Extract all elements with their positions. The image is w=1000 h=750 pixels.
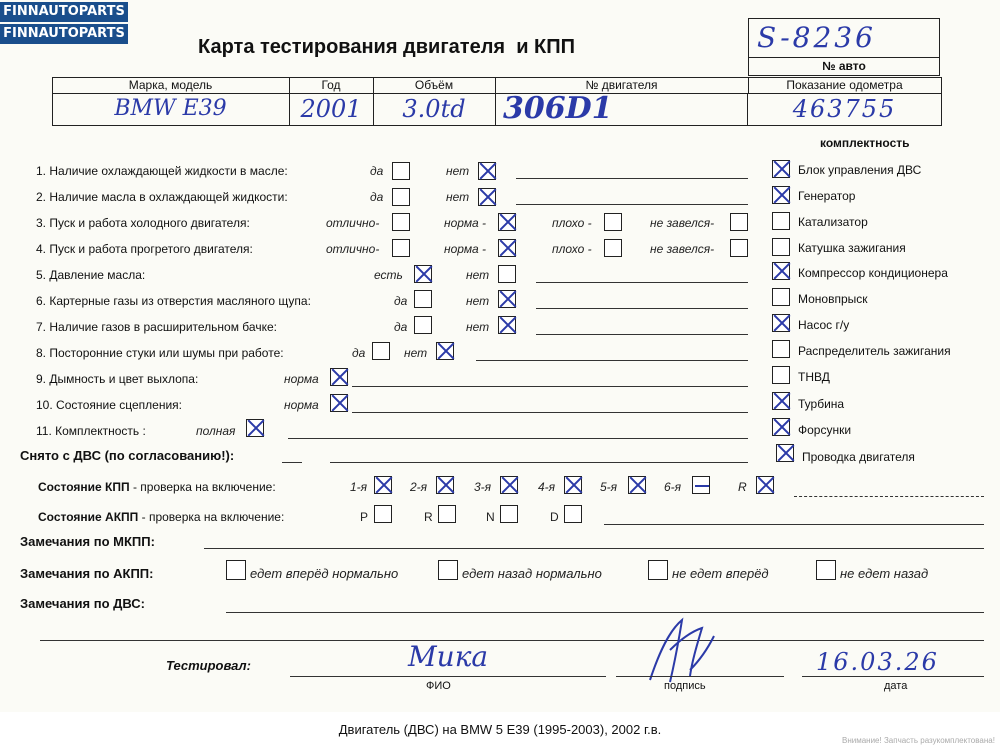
q9 xyxy=(36,372,198,386)
q5-text: Давление масла: xyxy=(49,268,146,282)
q1-opt-yes: да xyxy=(370,164,384,178)
kpp-gear-1-label: 1-я xyxy=(350,480,368,494)
col-year: Год xyxy=(289,78,374,93)
complete-box-4[interactable] xyxy=(772,238,790,256)
q7-opt-yes: да xyxy=(394,320,408,334)
q11-text: Комплектность : xyxy=(55,424,146,438)
akpp-remarks-label: Замечания по АКПП: xyxy=(20,566,154,581)
kpp-gear-4-label: 4-я xyxy=(538,480,556,494)
akpp-back-ok-label: едет назад нормально xyxy=(462,566,602,581)
signature-mark xyxy=(630,610,750,690)
q5-opt-yes: есть xyxy=(374,268,403,282)
q2-line xyxy=(516,204,748,205)
q2 xyxy=(36,190,288,204)
complete-box-12[interactable] xyxy=(776,444,794,462)
q9-num: 9. xyxy=(36,372,47,386)
kpp-gear-2-label: 2-я xyxy=(410,480,428,494)
akpp-back-ok-checkbox[interactable] xyxy=(438,560,458,580)
q3-excellent-checkbox[interactable] xyxy=(392,213,410,231)
q10 xyxy=(36,398,182,412)
val-year: 2001 xyxy=(289,93,374,125)
akpp-d-label: D xyxy=(550,510,559,524)
q8-no-checkbox[interactable] xyxy=(436,342,454,360)
complete-item-8: Распределитель зажигания xyxy=(798,344,951,358)
caption-bar xyxy=(0,712,1000,750)
q6-line xyxy=(536,308,748,309)
footer-note: Внимание! Запчасть разукомплектована! xyxy=(842,736,995,745)
akpp-n-label: N xyxy=(486,510,495,524)
q3-opt-normal: норма - xyxy=(444,216,487,230)
kpp-gear-4-checkbox[interactable] xyxy=(564,476,582,494)
caption-text: Двигатель (ДВС) на BMW 5 E39 (1995-2003), 2002 г.в. xyxy=(338,722,662,737)
q4-text: Пуск и работа прогретого двигателя: xyxy=(49,242,253,256)
complete-item-2: Генератор xyxy=(798,189,856,203)
complete-item-7: Насос г/у xyxy=(798,318,850,332)
q4-opt-no-start: не завелся- xyxy=(650,242,715,256)
val-make-model: BMW E39 xyxy=(52,93,290,125)
complete-item-10: Турбина xyxy=(798,397,845,411)
q8-opt-no: нет xyxy=(404,346,428,360)
q5 xyxy=(36,268,145,282)
complete-title: комплектность xyxy=(820,136,910,150)
akpp-no-fwd-label: не едет вперёд xyxy=(672,566,769,581)
complete-item-4: Катушка зажигания xyxy=(798,241,906,255)
q11-line xyxy=(288,438,748,439)
q2-opt-no: нет xyxy=(446,190,470,204)
signature-line xyxy=(616,676,784,677)
complete-box-1[interactable] xyxy=(772,160,790,178)
watermark-line-2: FINNAUTOPARTS xyxy=(0,24,128,44)
q5-opt-no: нет xyxy=(466,268,490,282)
q4-excellent-checkbox[interactable] xyxy=(392,239,410,257)
removed-line xyxy=(330,462,748,463)
q2-no-checkbox[interactable] xyxy=(478,188,496,206)
q1 xyxy=(36,164,288,178)
q4-opt-normal: норма - xyxy=(444,242,487,256)
q10-line xyxy=(352,412,748,413)
removed-line-a xyxy=(282,462,302,463)
q2-yes-checkbox[interactable] xyxy=(392,188,410,206)
akpp-fwd-ok-checkbox[interactable] xyxy=(226,560,246,580)
q1-line xyxy=(516,178,748,179)
kpp-gear-6-checkbox[interactable] xyxy=(692,476,710,494)
q11-num: 11. xyxy=(36,424,52,438)
q7-no-checkbox[interactable] xyxy=(498,316,516,334)
q3-text: Пуск и работа холодного двигателя: xyxy=(49,216,250,230)
akpp-r-label: R xyxy=(424,510,433,524)
col-engine-number: № двигателя xyxy=(495,78,749,93)
akpp-fwd-ok-label: едет вперёд нормально xyxy=(250,566,399,581)
q10-text: Состояние сцепления: xyxy=(56,398,182,412)
col-odometer: Показание одометра xyxy=(786,78,903,92)
q3 xyxy=(36,216,250,230)
q6-opt-yes: да xyxy=(394,294,408,308)
kpp-gear-5-label: 5-я xyxy=(600,480,618,494)
complete-box-10[interactable] xyxy=(772,392,790,410)
q6-yes-checkbox[interactable] xyxy=(414,290,432,308)
q4-normal-checkbox[interactable] xyxy=(498,239,516,257)
q3-no-start-checkbox[interactable] xyxy=(730,213,748,231)
q8-opt-yes: да xyxy=(352,346,366,360)
q7-num: 7. xyxy=(36,320,47,334)
form-number-box xyxy=(748,18,940,76)
tested-label: Тестировал: xyxy=(166,658,251,673)
akpp-r-checkbox[interactable] xyxy=(438,505,456,523)
q8-text: Посторонние стуки или шумы при работе: xyxy=(49,346,284,360)
complete-box-2[interactable] xyxy=(772,186,790,204)
complete-box-8[interactable] xyxy=(772,340,790,358)
mkpp-remarks-line xyxy=(204,548,984,549)
kpp-label: Состояние КПП xyxy=(38,480,130,494)
q6-num: 6. xyxy=(36,294,47,308)
date-line xyxy=(802,676,984,677)
watermark-line-1: FINNAUTOPARTS xyxy=(0,2,128,22)
col-volume: Объём xyxy=(373,78,496,93)
complete-item-12: Проводка двигателя xyxy=(802,450,915,464)
akpp-p-label: P xyxy=(360,510,369,524)
avto-label: № авто xyxy=(822,59,866,73)
q5-num: 5. xyxy=(36,268,47,282)
complete-item-11: Форсунки xyxy=(798,423,852,437)
q4 xyxy=(36,242,253,256)
q2-text: Наличие масла в охлаждающей жидкости: xyxy=(49,190,288,204)
complete-item-6: Моновпрыск xyxy=(798,292,868,306)
q7 xyxy=(36,320,277,334)
q1-opt-no: нет xyxy=(446,164,470,178)
q8-line xyxy=(476,360,748,361)
q3-normal-checkbox[interactable] xyxy=(498,213,516,231)
q11 xyxy=(36,424,146,438)
q5-no-checkbox[interactable] xyxy=(498,265,516,283)
akpp-n-checkbox[interactable] xyxy=(500,505,518,523)
q6-no-checkbox[interactable] xyxy=(498,290,516,308)
q3-opt-excellent: отлично- xyxy=(326,216,380,230)
signature-label: подпись xyxy=(664,680,706,692)
kpp-gear-r-label: R xyxy=(738,480,747,494)
complete-item-3: Катализатор xyxy=(798,215,868,229)
q3-bad-checkbox[interactable] xyxy=(604,213,622,231)
complete-box-9[interactable] xyxy=(772,366,790,384)
q8 xyxy=(36,346,284,360)
kpp-gear-3-label: 3-я xyxy=(474,480,492,494)
complete-box-11[interactable] xyxy=(772,418,790,436)
dvs-remarks-line xyxy=(226,612,984,613)
col-make-model: Марка, модель xyxy=(52,78,290,93)
val-odometer: 463755 xyxy=(792,95,897,123)
akpp-no-back-label: не едет назад xyxy=(840,566,929,581)
complete-box-6[interactable] xyxy=(772,288,790,306)
val-volume: 3.0td xyxy=(373,93,496,125)
val-engine-number: 306D1 xyxy=(495,93,748,125)
q3-opt-bad: плохо - xyxy=(552,216,592,230)
q1-num: 1. xyxy=(36,164,47,178)
akpp-suffix: - проверка на включение: xyxy=(141,510,285,524)
q11-full-checkbox[interactable] xyxy=(246,419,264,437)
q4-num: 4. xyxy=(36,242,47,256)
q6-opt-no: нет xyxy=(466,294,490,308)
q3-num: 3. xyxy=(36,216,47,230)
q5-yes-checkbox[interactable] xyxy=(414,265,432,283)
q7-opt-no: нет xyxy=(466,320,490,334)
q1-yes-checkbox[interactable] xyxy=(392,162,410,180)
q4-opt-excellent: отлично- xyxy=(326,242,380,256)
tester-name: Мика xyxy=(408,640,489,673)
akpp-label: Состояние АКПП xyxy=(38,510,139,524)
kpp-gear-2-checkbox[interactable] xyxy=(436,476,454,494)
dvs-remarks-line-2 xyxy=(40,640,984,641)
q9-text: Дымность и цвет выхлопа: xyxy=(49,372,199,386)
kpp-gear-3-checkbox[interactable] xyxy=(500,476,518,494)
kpp-gear-1-checkbox[interactable] xyxy=(374,476,392,494)
q6-text: Картерные газы из отверстия масляного щупа: xyxy=(49,294,311,308)
form-number: S-8236 xyxy=(757,21,876,54)
complete-item-1: Блок управления ДВС xyxy=(798,163,922,177)
complete-box-7[interactable] xyxy=(772,314,790,332)
complete-item-9: ТНВД xyxy=(798,370,830,384)
akpp-d-checkbox[interactable] xyxy=(564,505,582,523)
date-label: дата xyxy=(884,680,908,692)
q4-bad-checkbox[interactable] xyxy=(604,239,622,257)
dvs-remarks-label: Замечания по ДВС: xyxy=(20,596,145,611)
kpp-suffix: - проверка на включение: xyxy=(132,480,276,494)
kpp-line xyxy=(794,496,984,497)
q10-normal-checkbox[interactable] xyxy=(330,394,348,412)
q4-no-start-checkbox[interactable] xyxy=(730,239,748,257)
akpp-p-checkbox[interactable] xyxy=(374,505,392,523)
q11-opt-full: полная xyxy=(196,424,236,438)
q9-opt-normal: норма xyxy=(284,372,319,386)
q6 xyxy=(36,294,311,308)
mkpp-remarks-label: Замечания по МКПП: xyxy=(20,534,155,549)
test-date: 16.03.26 xyxy=(816,648,939,676)
fio-line xyxy=(290,676,606,677)
q2-num: 2. xyxy=(36,190,47,204)
complete-item-5: Компрессор кондиционера xyxy=(798,266,948,280)
q2-opt-yes: да xyxy=(370,190,384,204)
q9-normal-checkbox[interactable] xyxy=(330,368,348,386)
akpp-no-fwd-checkbox[interactable] xyxy=(648,560,668,580)
card-title: Карта тестирования двигателя и КПП xyxy=(198,36,576,58)
q4-opt-bad: плохо - xyxy=(552,242,592,256)
kpp-gear-r-checkbox[interactable] xyxy=(756,476,774,494)
q1-text: Наличие охлаждающей жидкости в масле: xyxy=(49,164,288,178)
q7-line xyxy=(536,334,748,335)
complete-box-3[interactable] xyxy=(772,212,790,230)
kpp-row xyxy=(38,480,276,494)
q7-yes-checkbox[interactable] xyxy=(414,316,432,334)
akpp-line xyxy=(604,524,984,525)
q8-yes-checkbox[interactable] xyxy=(372,342,390,360)
kpp-gear-5-checkbox[interactable] xyxy=(628,476,646,494)
q10-num: 10. xyxy=(36,398,53,412)
q10-opt-normal: норма xyxy=(284,398,319,412)
fio-label: ФИО xyxy=(426,680,451,692)
akpp-row xyxy=(38,510,284,524)
q8-num: 8. xyxy=(36,346,47,360)
akpp-no-back-checkbox[interactable] xyxy=(816,560,836,580)
q9-line xyxy=(352,386,748,387)
removed-label: Снято с ДВС (по согласованию!): xyxy=(20,448,235,463)
complete-box-5[interactable] xyxy=(772,262,790,280)
q1-no-checkbox[interactable] xyxy=(478,162,496,180)
q5-line xyxy=(536,282,748,283)
kpp-gear-6-label: 6-я xyxy=(664,480,682,494)
q3-opt-no-start: не завелся- xyxy=(650,216,715,230)
q7-text: Наличие газов в расширительном бачке: xyxy=(49,320,277,334)
